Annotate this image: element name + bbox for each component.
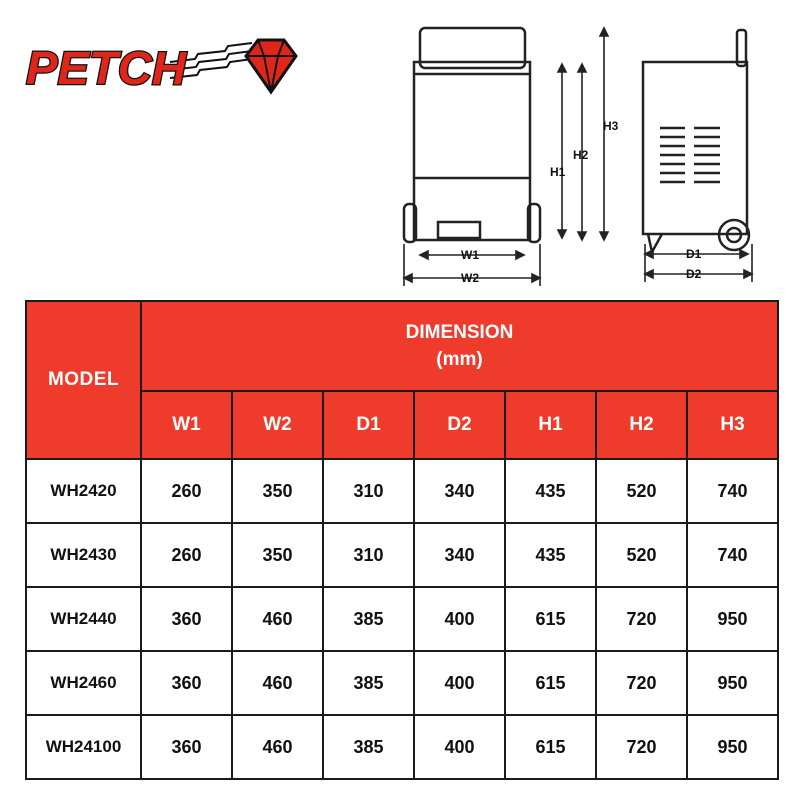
value-cell-h1: 435 — [505, 523, 596, 587]
column-header-h1: H1 — [505, 391, 596, 459]
dimension-diagram — [390, 16, 790, 291]
value-cell-w1: 360 — [141, 587, 232, 651]
value-cell-w2: 460 — [232, 651, 323, 715]
dimension-table — [25, 300, 779, 780]
value-cell-h3: 740 — [687, 459, 778, 523]
value-cell-h2: 520 — [596, 523, 687, 587]
value-cell-h2: 720 — [596, 587, 687, 651]
dimension-title: DIMENSION — [405, 322, 514, 343]
value-cell-h1: 435 — [505, 459, 596, 523]
model-cell: WH2460 — [26, 651, 141, 715]
value-cell-h3: 950 — [687, 587, 778, 651]
dimension-header — [141, 301, 778, 391]
value-cell-w2: 460 — [232, 587, 323, 651]
value-cell-d2: 400 — [414, 651, 505, 715]
petch-logo — [20, 22, 310, 98]
label-h1: H1 — [550, 165, 566, 179]
value-cell-d1: 310 — [323, 459, 414, 523]
value-cell-d1: 385 — [323, 587, 414, 651]
value-cell-h1: 615 — [505, 651, 596, 715]
front-view-drawing — [404, 28, 540, 242]
brand-name: PETCH — [26, 42, 187, 94]
model-cell: WH2430 — [26, 523, 141, 587]
value-cell-d2: 340 — [414, 523, 505, 587]
label-h3: H3 — [603, 119, 619, 133]
column-header-d1: D1 — [323, 391, 414, 459]
table-row — [26, 523, 778, 587]
dimension-unit: (mm) — [436, 349, 483, 370]
model-header: MODEL — [26, 301, 141, 459]
value-cell-h3: 740 — [687, 523, 778, 587]
value-cell-d2: 340 — [414, 459, 505, 523]
model-cell: WH24100 — [26, 715, 141, 779]
column-header-w2: W2 — [232, 391, 323, 459]
logo-gem-icon — [246, 40, 296, 92]
label-w1: W1 — [461, 248, 479, 262]
column-header-h3: H3 — [687, 391, 778, 459]
value-cell-h3: 950 — [687, 715, 778, 779]
table-row — [26, 459, 778, 523]
label-h2: H2 — [573, 148, 589, 162]
value-cell-h3: 950 — [687, 651, 778, 715]
value-cell-w2: 350 — [232, 459, 323, 523]
model-cell: WH2440 — [26, 587, 141, 651]
column-header-h2: H2 — [596, 391, 687, 459]
value-cell-w2: 350 — [232, 523, 323, 587]
label-d1: D1 — [686, 247, 702, 261]
value-cell-h1: 615 — [505, 715, 596, 779]
table-body — [26, 459, 778, 779]
value-cell-w1: 360 — [141, 715, 232, 779]
value-cell-d2: 400 — [414, 715, 505, 779]
value-cell-h2: 720 — [596, 715, 687, 779]
table-row — [26, 587, 778, 651]
side-view-drawing — [643, 30, 749, 252]
value-cell-d1: 310 — [323, 523, 414, 587]
column-header-w1: W1 — [141, 391, 232, 459]
value-cell-h1: 615 — [505, 587, 596, 651]
value-cell-w1: 260 — [141, 523, 232, 587]
value-cell-w1: 360 — [141, 651, 232, 715]
value-cell-d1: 385 — [323, 651, 414, 715]
column-header-d2: D2 — [414, 391, 505, 459]
table-row — [26, 715, 778, 779]
value-cell-w1: 260 — [141, 459, 232, 523]
model-cell: WH2420 — [26, 459, 141, 523]
value-cell-d2: 400 — [414, 587, 505, 651]
label-d2: D2 — [686, 267, 702, 281]
header-row-group — [26, 301, 778, 391]
value-cell-h2: 720 — [596, 651, 687, 715]
value-cell-d1: 385 — [323, 715, 414, 779]
side-vent-slots — [660, 128, 720, 182]
table-row — [26, 651, 778, 715]
value-cell-h2: 520 — [596, 459, 687, 523]
label-w2: W2 — [461, 271, 479, 285]
value-cell-w2: 460 — [232, 715, 323, 779]
